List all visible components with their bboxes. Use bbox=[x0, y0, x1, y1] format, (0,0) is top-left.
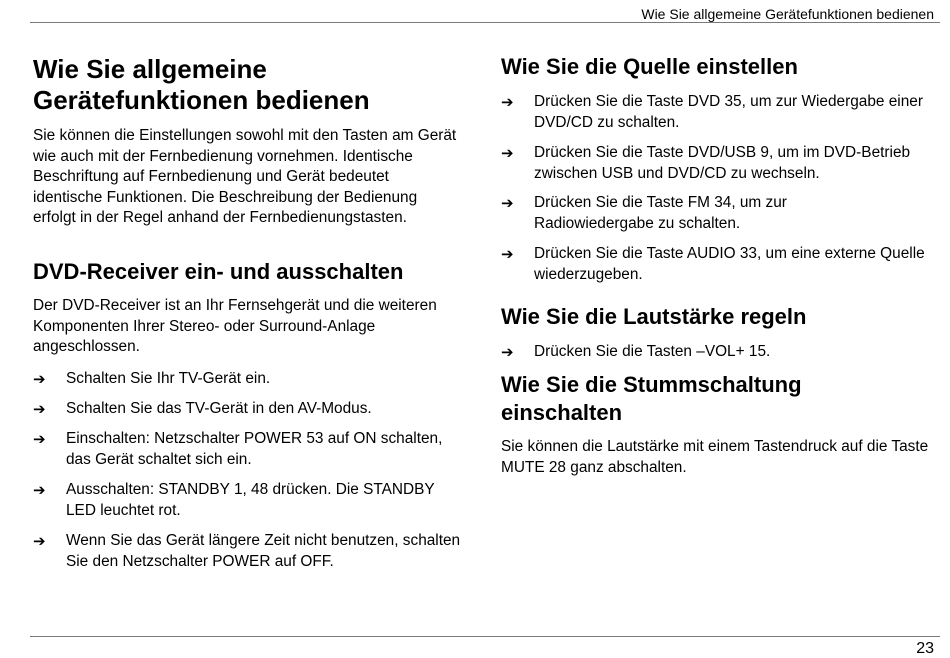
list-item-text: Wenn Sie das Gerät längere Zeit nicht benutzen, schalten Sie den Netzschalter POWER auf OFF. bbox=[66, 532, 461, 570]
list-item bbox=[33, 480, 448, 521]
list-item-text: Drücken Sie die Taste AUDIO 33, um eine externe Quelle wiederzugeben. bbox=[534, 245, 925, 283]
list-item-text: Drücken Sie die Taste DVD/USB 9, um im DVD-Betrieb zwischen USB und DVD/CD zu wechseln. bbox=[534, 144, 911, 182]
list-item bbox=[33, 399, 448, 420]
arrow-right-icon: ➔ bbox=[501, 93, 514, 111]
section-title-volume: Wie Sie die Lautstärke regeln bbox=[501, 304, 807, 329]
arrow-right-icon: ➔ bbox=[33, 370, 46, 388]
section-title-dvd-receiver: DVD-Receiver ein- und ausschalten bbox=[33, 259, 404, 284]
list-item-text: Drücken Sie die Taste DVD 35, um zur Wiedergabe einer DVD/CD zu schalten. bbox=[534, 93, 923, 131]
list-item-text: Drücken Sie die Tasten –VOL+ 15. bbox=[534, 343, 771, 360]
section-title-mute bbox=[501, 371, 941, 427]
mute-paragraph: Sie können die Lautstärke mit einem Tastendruck auf die Taste MUTE 28 ganz abschalten. bbox=[501, 438, 929, 476]
mute-title-line-1: Wie Sie die Stummschaltung bbox=[501, 372, 802, 397]
list-item-text: Drücken Sie die Taste FM 34, um zur Radiowiedergabe zu schalten. bbox=[534, 194, 787, 232]
arrow-right-icon: ➔ bbox=[33, 430, 46, 448]
list-item bbox=[501, 92, 942, 133]
running-header: Wie Sie allgemeine Gerätefunktionen bedienen bbox=[641, 6, 934, 22]
list-item bbox=[33, 531, 471, 572]
arrow-right-icon: ➔ bbox=[33, 481, 46, 499]
list-item bbox=[501, 143, 934, 184]
list-item bbox=[501, 193, 864, 234]
list-item-text: Schalten Sie Ihr TV-Gerät ein. bbox=[66, 370, 271, 387]
list-item bbox=[33, 429, 448, 470]
arrow-right-icon: ➔ bbox=[501, 343, 514, 361]
intro-paragraph: Sie können die Einstellungen sowohl mit den Tasten am Gerät wie auch mit der Fernbedienung vornehmen. Identische Beschriftung auf Fernbedienung und Gerät bedeutet identische Funktionen. Die Beschreibung der Bedienung erfolgt in der Regel anhand der Fernbedienungstasten. bbox=[33, 127, 457, 226]
arrow-right-icon: ➔ bbox=[501, 245, 514, 263]
list-item bbox=[33, 369, 448, 390]
arrow-right-icon: ➔ bbox=[33, 400, 46, 418]
list-item-text: Einschalten: Netzschalter POWER 53 auf ON schalten, das Gerät schaltet sich ein. bbox=[66, 430, 443, 468]
section-intro-paragraph: Der DVD-Receiver ist an Ihr Fernsehgerät und die weiteren Komponenten Ihrer Stereo- oder Surround-Anlage angeschlossen. bbox=[33, 297, 437, 355]
list-item-text: Ausschalten: STANDBY 1, 48 drücken. Die STANDBY LED leuchtet rot. bbox=[66, 481, 435, 519]
arrow-right-icon: ➔ bbox=[501, 144, 514, 162]
page-title bbox=[33, 54, 463, 116]
list-item-text: Schalten Sie das TV-Gerät in den AV-Modus. bbox=[66, 400, 372, 417]
page-title-line-2: Gerätefunktionen bedienen bbox=[33, 85, 370, 115]
section-title-source: Wie Sie die Quelle einstellen bbox=[501, 54, 798, 79]
page-number: 23 bbox=[916, 640, 934, 657]
list-item bbox=[501, 342, 950, 363]
footer-rule bbox=[30, 636, 940, 637]
header-rule bbox=[30, 22, 940, 23]
arrow-right-icon: ➔ bbox=[33, 532, 46, 550]
mute-title-line-2: einschalten bbox=[501, 400, 623, 425]
arrow-right-icon: ➔ bbox=[501, 194, 514, 212]
list-item bbox=[501, 244, 950, 285]
page-title-line-1: Wie Sie allgemeine bbox=[33, 54, 267, 84]
